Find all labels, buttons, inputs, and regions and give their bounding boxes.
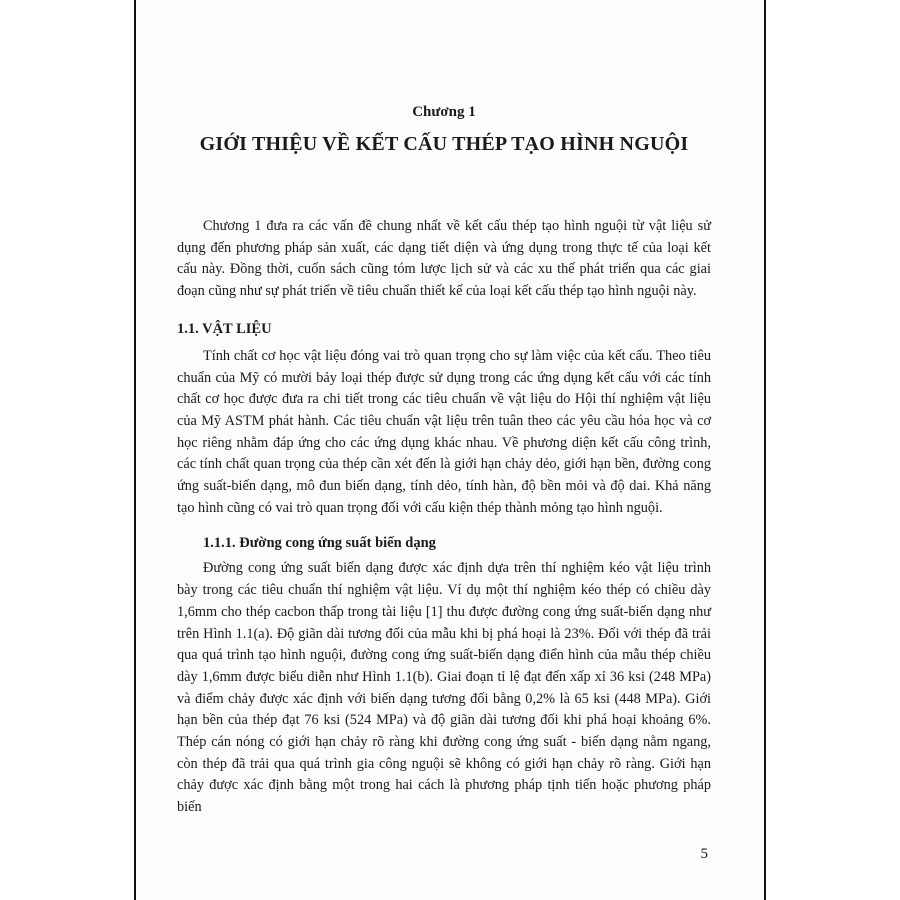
page-number: 5 <box>700 846 708 862</box>
page-content <box>177 104 711 819</box>
intro-paragraph: Chương 1 đưa ra các vấn đề chung nhất về kết cấu thép tạo hình nguội từ vật liệu sử dụng đến phương pháp sản xuất, các dạng tiết diện và ứng dụng trong thực tế của loại kết cấu này. Đồng thời, cuốn sách cũng tóm lược lịch sử và các xu thế phát triển qua các giai đoạn cũng như sự phát triển về tiêu chuẩn thiết kế của loại kết cấu thép tạo hình nguội này. <box>177 218 711 300</box>
section-1-1-paragraph: Tính chất cơ học vật liệu đóng vai trò quan trọng cho sự làm việc của kết cấu. Theo tiêu chuẩn của Mỹ có mười bảy loại thép được sử dụng trong các ứng dụng kết cấu với các tính chất cơ học được đưa ra chi tiết trong các tiêu chuẩn về vật liệu do Hội thí nghiệm vật liệu của Mỹ ASTM phát hành. Các tiêu chuẩn vật liệu trên tuân theo các yêu cầu hóa học và cơ học riêng nhằm đáp ứng cho các ứng dụng khác nhau. Về phương diện kết cấu công trình, các tính chất quan trọng của thép cần xét đến là giới hạn chảy dẻo, giới hạn bền, đường cong ứng suất-biến dạng, mô đun biến dạng, tính dẻo, tính hàn, độ bền mỏi và độ dai. Khả năng tạo hình cũng có vai trò quan trọng đối với cấu kiện thép thành mỏng tạo hình nguội. <box>177 347 711 516</box>
subsection-heading-1-1-1: 1.1.1. Đường cong ứng suất biến dạng <box>203 535 436 552</box>
chapter-title: GIỚI THIỆU VỀ KẾT CẤU THÉP TẠO HÌNH NGUỘI <box>199 133 689 155</box>
book-page <box>134 0 766 900</box>
subsection-1-1-1-paragraph: Đường cong ứng suất biến dạng được xác định dựa trên thí nghiệm kéo vật liệu trình bày trong các tiêu chuẩn thí nghiệm vật liệu. Ví dụ một thí nghiệm kéo thép có chiều dày 1,6mm cho thép cacbon thấp trong tài liệu [1] thu được đường cong ứng suất-biến dạng như trên Hình 1.1(a). Độ giãn dài tương đối của mẫu khi bị phá hoại là 23%. Đối với thép đã trải qua quá trình tạo hình nguội, đường cong ứng suất-biến dạng điển hình của mẫu thép chiều dày 1,6mm được biểu diễn như Hình 1.1(b). Giai đoạn tỉ lệ đạt đến xấp xỉ 36 ksi (248 MPa) và điểm chảy được xác định với biến dạng tương đối bằng 0,2% là 65 ksi (448 MPa). Giới hạn bền của thép đạt 76 ksi (524 MPa) và độ giãn dài tương đối khi phá hoại khoảng 6%. Thép cán nóng có giới hạn chảy rõ ràng khi đường cong ứng suất - biến dạng nằm ngang, còn thép đã trải qua quá trình gia công nguội sẽ không có giới hạn chảy rõ ràng. Giới hạn chảy được xác định bằng một trong hai cách là phương pháp tịnh tiến hoặc phương pháp biến <box>177 560 711 816</box>
section-heading-1-1: 1.1. VẬT LIỆU <box>177 320 272 337</box>
chapter-label: Chương 1 <box>412 104 476 120</box>
